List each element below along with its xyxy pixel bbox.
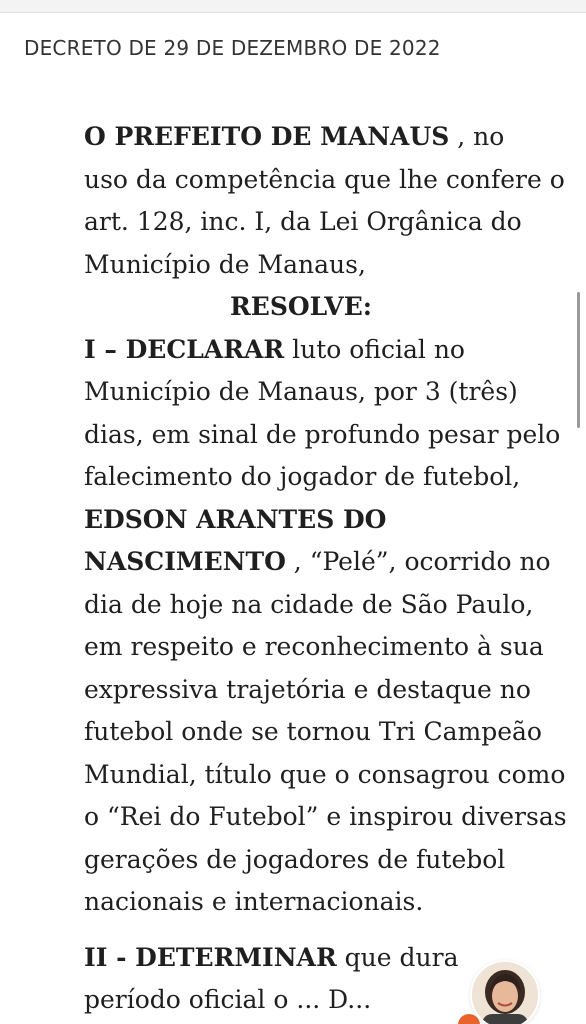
decree-body	[84, 116, 574, 1022]
article-line: nacionais e internacionais.	[84, 887, 424, 916]
article-line: Mundial, título que o consagrou como	[84, 759, 566, 789]
article-line: dias, em sinal de profundo pesar pelo	[84, 419, 561, 449]
article-1	[84, 329, 574, 924]
article-1-heading: I – DECLARAR	[84, 334, 285, 364]
preamble-line: uso da competência que lhe confere o	[84, 164, 565, 194]
article-line	[84, 499, 574, 542]
name-bold: NASCIMENTO	[84, 547, 286, 576]
preamble-line: art. 128, inc. I, da Lei Orgânica do	[84, 207, 522, 236]
article-line: futebol onde se tornou Tri Campeão	[84, 717, 542, 746]
preamble-line: Município de Manaus,	[84, 249, 366, 279]
article-line: Município de Manaus, por 3 (três)	[84, 377, 518, 406]
vertical-scrollbar[interactable]	[577, 292, 580, 428]
article-line: em respeito e reconhecimento à sua	[84, 632, 544, 661]
preamble-line	[84, 116, 574, 159]
avatar-image	[472, 962, 538, 1024]
article-2-heading: II - DETERMINAR	[84, 942, 337, 972]
article-line: expressiva trajetória e destaque no	[84, 674, 531, 704]
preamble	[84, 116, 574, 286]
decree-title: DECRETO DE 29 DE DEZEMBRO DE 2022	[24, 36, 441, 60]
article-line: dia de hoje na cidade de São Paulo,	[84, 589, 534, 619]
resolve-heading: RESOLVE:	[230, 292, 372, 321]
person-avatar-icon[interactable]	[472, 962, 538, 1024]
mayor-title: O PREFEITO DE MANAUS	[84, 122, 450, 151]
article-line: gerações de jogadores de futebol	[84, 844, 506, 874]
article-line	[84, 329, 574, 372]
article-text: luto oficial no	[284, 334, 465, 364]
article-line	[84, 541, 574, 584]
browser-top-bar	[0, 0, 586, 13]
preamble-text: , no	[449, 122, 505, 151]
name-bold: EDSON ARANTES DO	[84, 504, 387, 534]
article-text: , “Pelé”, ocorrido no	[285, 547, 551, 576]
article-text: que dura	[336, 942, 459, 972]
article-line: falecimento do jogador de futebol,	[84, 462, 521, 491]
paragraph-gap	[84, 924, 574, 937]
article-line: período oficial o ... D...	[84, 985, 372, 1014]
article-line: o “Rei do Futebol” e inspirou diversas	[84, 802, 567, 831]
